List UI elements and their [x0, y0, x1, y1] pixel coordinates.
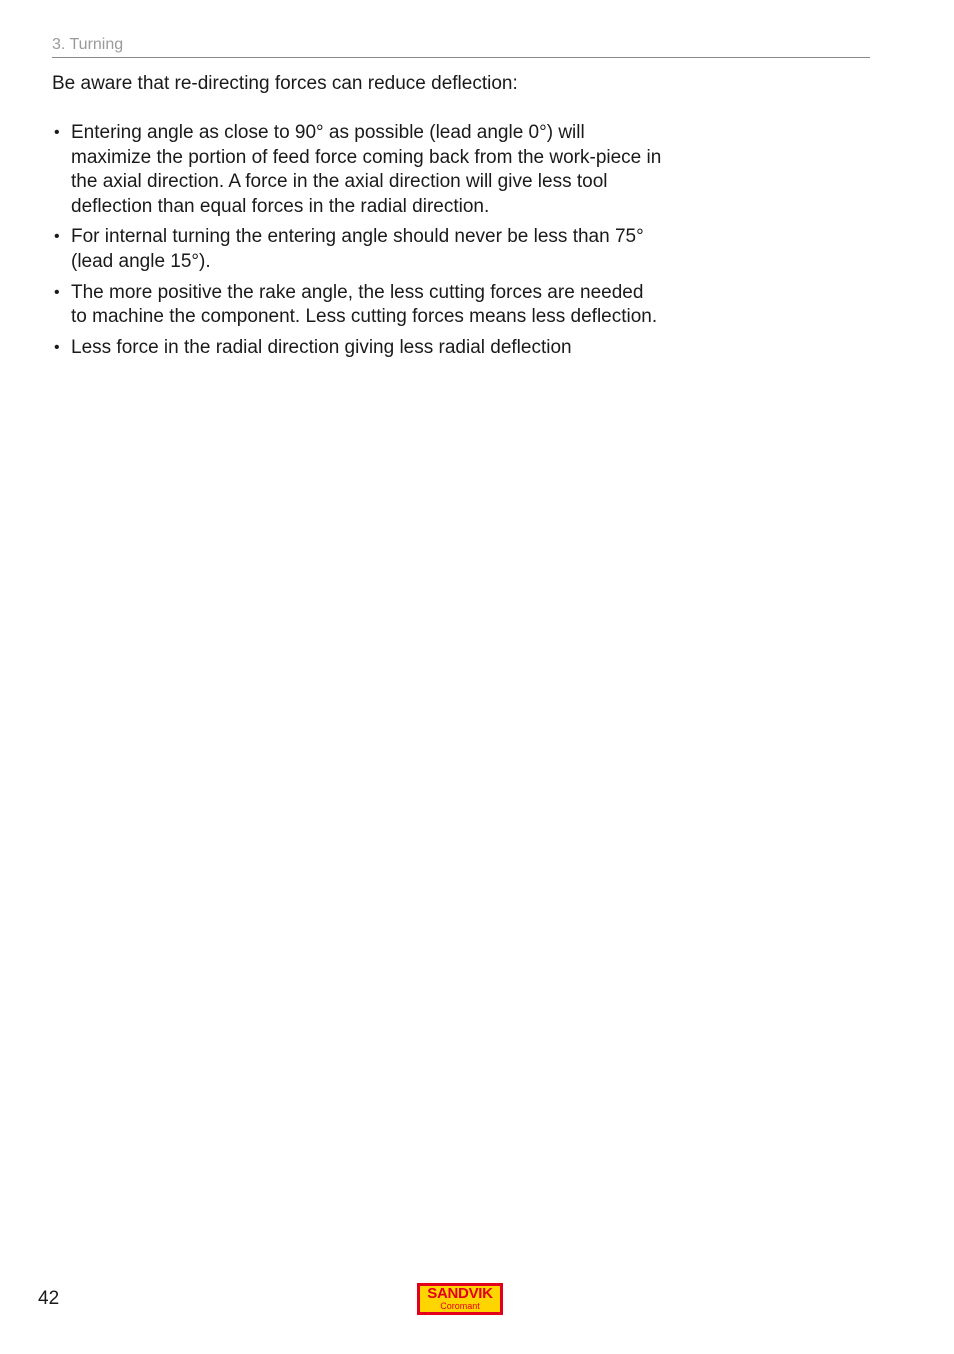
- logo-background: [420, 1286, 500, 1312]
- bullet-item: [52, 225, 662, 274]
- bullet-text: The more positive the rake angle, the less cutting forces are needed to machine the component. Less cutting forces means less deflection.: [71, 281, 658, 328]
- running-header: [52, 35, 870, 58]
- intro-paragraph: Be aware that re-directing forces can reduce deflection:: [52, 73, 518, 94]
- bullet-item: [52, 336, 662, 361]
- logo-subtitle: Coromant: [440, 1301, 480, 1311]
- page-number: 42: [38, 1288, 60, 1309]
- bullet-dot-icon: •: [54, 228, 60, 246]
- bullet-dot-icon: •: [54, 338, 60, 356]
- bullet-item: [52, 281, 662, 330]
- logo-wordmark: SANDVIK: [427, 1285, 493, 1302]
- section-title: 3. Turning: [52, 36, 124, 53]
- bullet-dot-icon: •: [54, 124, 60, 141]
- bullet-list: [52, 121, 662, 366]
- bullet-text: Entering angle as close to 90° as possible (lead angle 0°) will maximize the portion of feed force coming back from the work-piece in the axial direction. A force in the axial direction will give less tool deflection than equal forces in the radial direction.: [71, 122, 662, 217]
- sandvik-coromant-logo: [417, 1283, 503, 1315]
- bullet-text: For internal turning the entering angle should never be less than 75° (lead angle 15°).: [71, 226, 644, 272]
- bullet-dot-icon: •: [54, 283, 60, 301]
- bullet-item: [52, 121, 662, 219]
- bullet-text: Less force in the radial direction giving less radial deflection: [71, 336, 572, 358]
